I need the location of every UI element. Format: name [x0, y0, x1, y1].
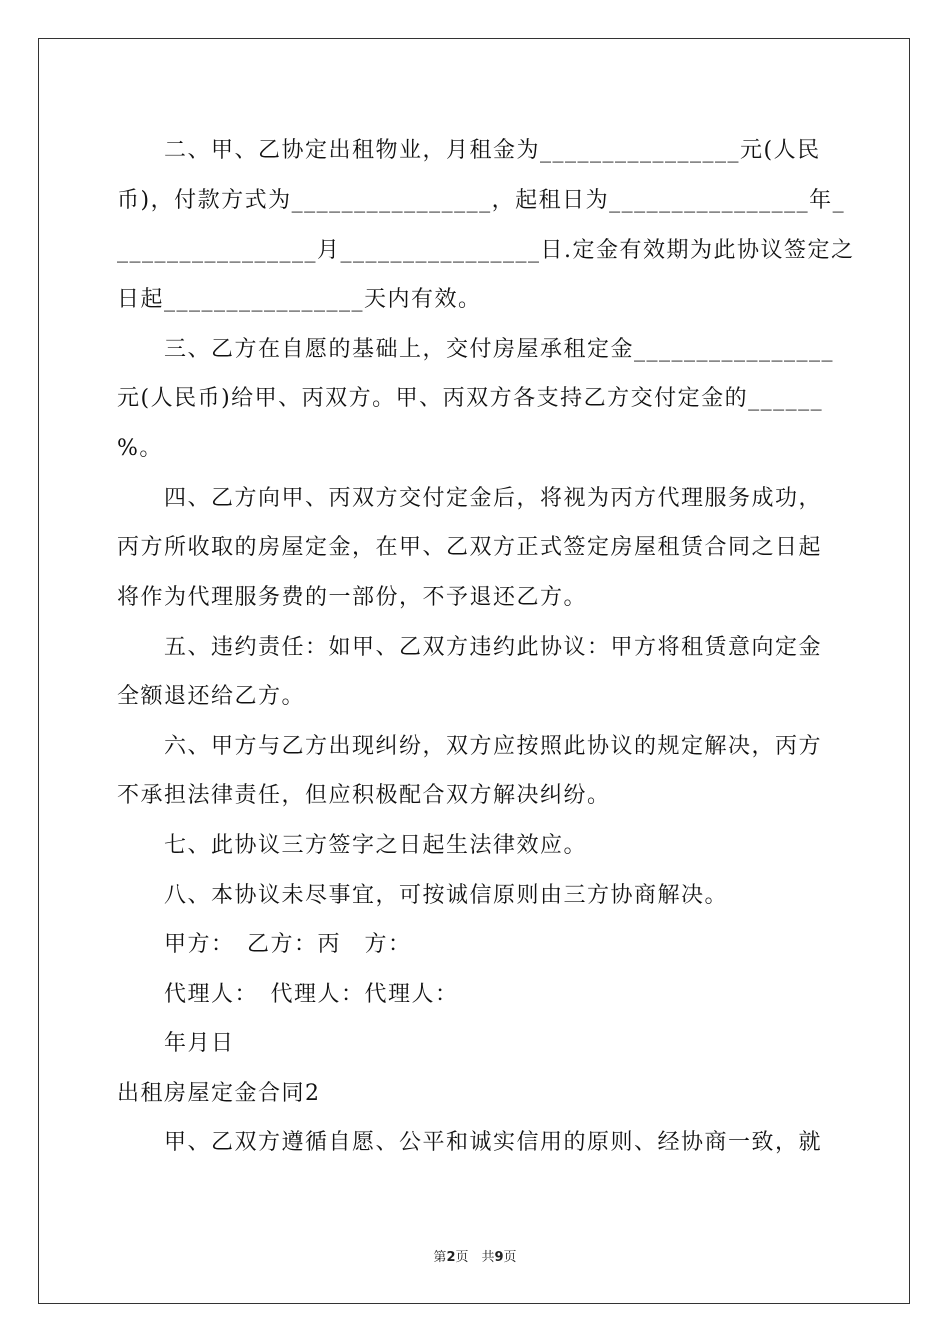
text-line: %。: [117, 436, 163, 461]
page-footer: [0, 1246, 950, 1265]
signature-agents: 代理人： 代理人：代理人：: [117, 982, 459, 1007]
text-line: 五、违约责任：如甲、乙双方违约此协议：甲方将租赁意向定金: [117, 635, 823, 660]
page-border: [38, 38, 910, 1304]
section-title: 出租房屋定金合同2: [117, 1081, 321, 1106]
text-line: 丙方所收取的房屋定金，在甲、乙双方正式签定房屋租赁合同之日起: [117, 535, 823, 560]
text-line: 全额退还给乙方。: [117, 684, 306, 709]
text-line: 将作为代理服务费的一部份，不予退还乙方。: [117, 585, 588, 610]
text-line: 甲、乙双方遵循自愿、公平和诚实信用的原则、经协商一致，就: [117, 1130, 823, 1155]
signature-parties: 甲方： 乙方：丙 方：: [117, 932, 412, 957]
text-line: 币)，付款方式为________________，起租日为________________年_: [117, 188, 846, 213]
text-line: 四、乙方向甲、丙双方交付定金后，将视为丙方代理服务成功，: [117, 486, 823, 511]
text-line: 六、甲方与乙方出现纠纷，双方应按照此协议的规定解决，丙方: [117, 734, 823, 759]
text-line: 八、本协议未尽事宜，可按诚信原则由三方协商解决。: [117, 883, 729, 908]
current-page-number: 2: [446, 1250, 456, 1265]
footer-mid: 页 共: [455, 1250, 495, 1265]
text-line: 日起________________天内有效。: [117, 287, 482, 312]
footer-prefix: 第: [433, 1250, 447, 1265]
text-line: 三、乙方在自愿的基础上，交付房屋承租定金________________: [117, 337, 835, 362]
text-line: ________________月________________日.定金有效期为此协议签定之: [117, 238, 855, 263]
text-line: 二、甲、乙协定出租物业，月租金为________________元(人民: [117, 138, 821, 163]
text-line: 不承担法律责任，但应积极配合双方解决纠纷。: [117, 783, 611, 808]
text-line: 七、此协议三方签字之日起生法律效应。: [117, 833, 588, 858]
signature-date: 年月日: [117, 1031, 235, 1056]
text-line: 元(人民币)给甲、丙双方。甲、丙双方各支持乙方交付定金的______: [117, 386, 824, 411]
total-pages-number: 9: [494, 1250, 504, 1265]
footer-suffix: 页: [503, 1250, 517, 1265]
